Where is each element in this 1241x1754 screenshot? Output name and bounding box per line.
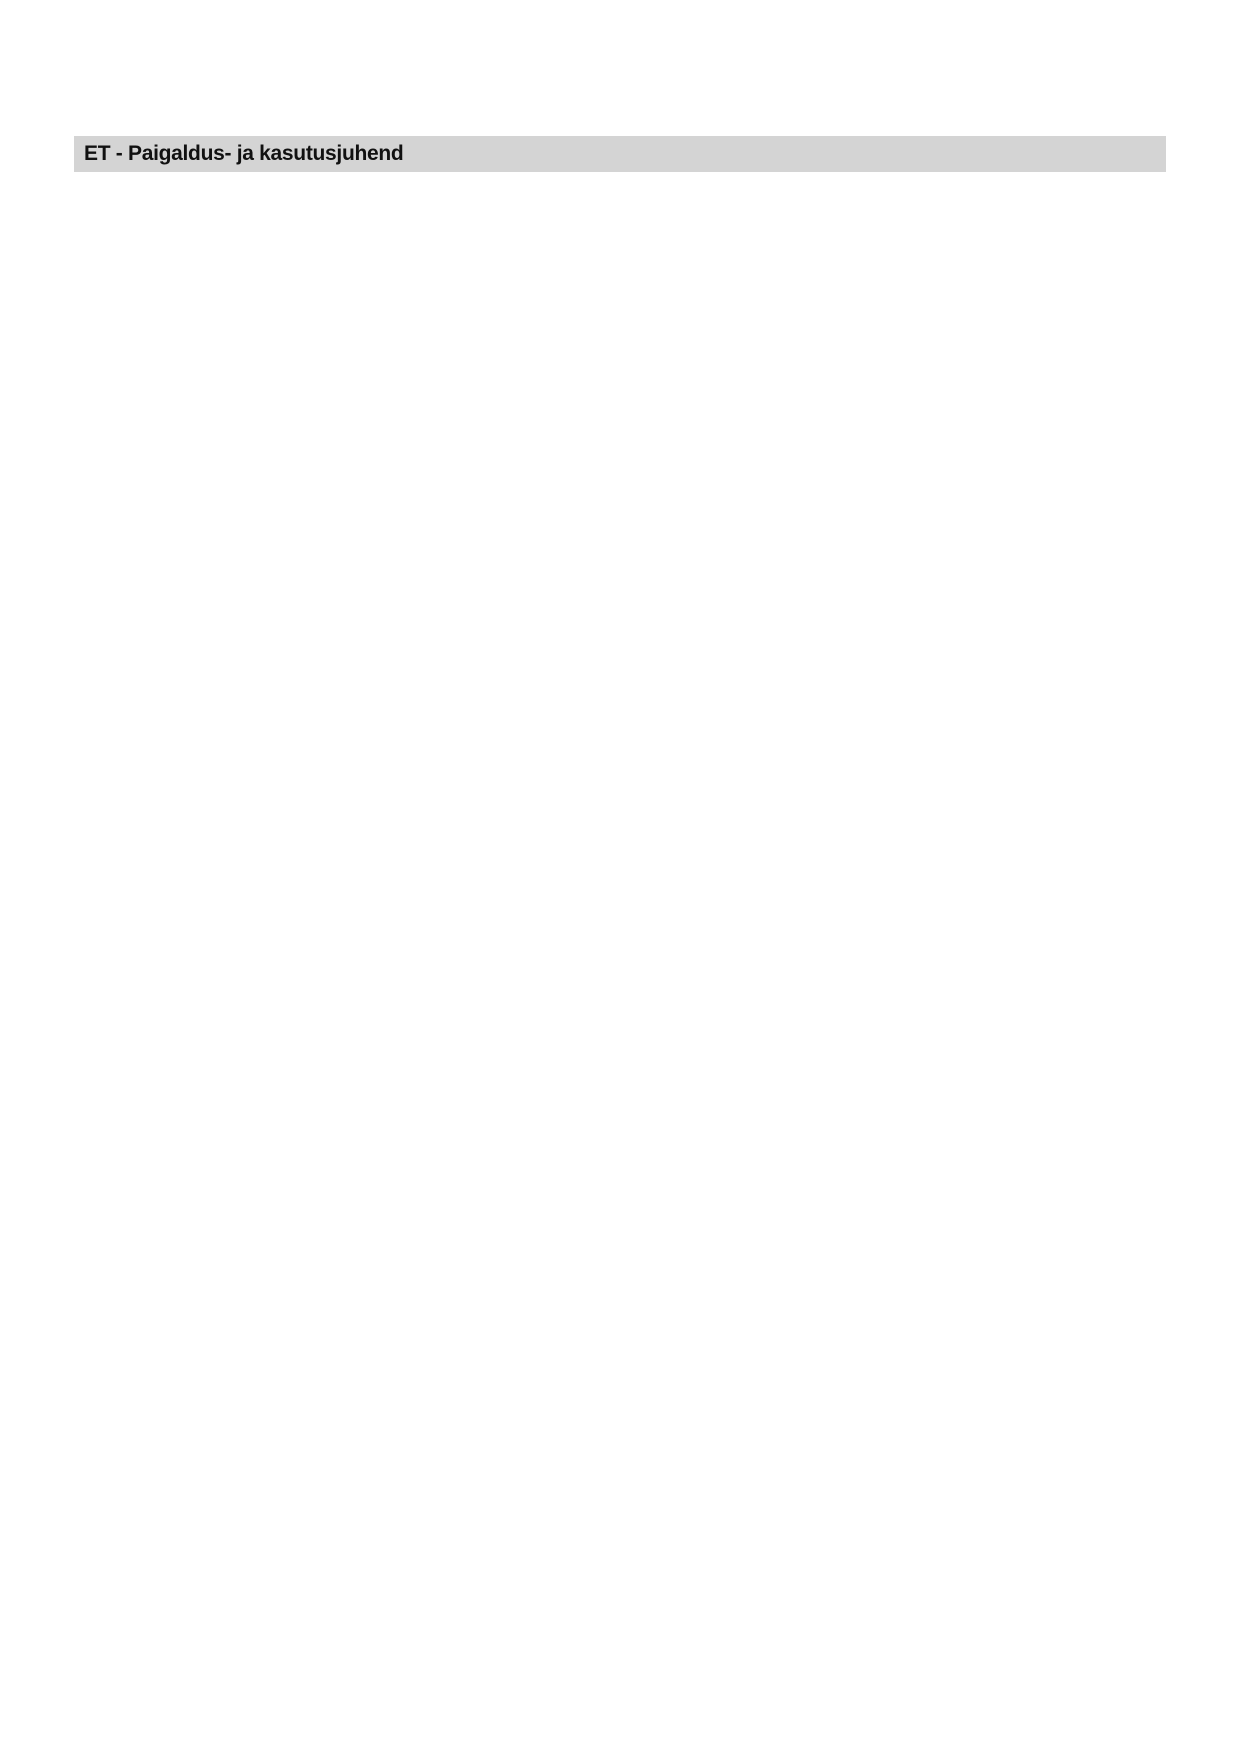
section-header-bar [74, 136, 1166, 172]
section-header-title: ET - Paigaldus- ja kasutusjuhend [84, 142, 404, 165]
